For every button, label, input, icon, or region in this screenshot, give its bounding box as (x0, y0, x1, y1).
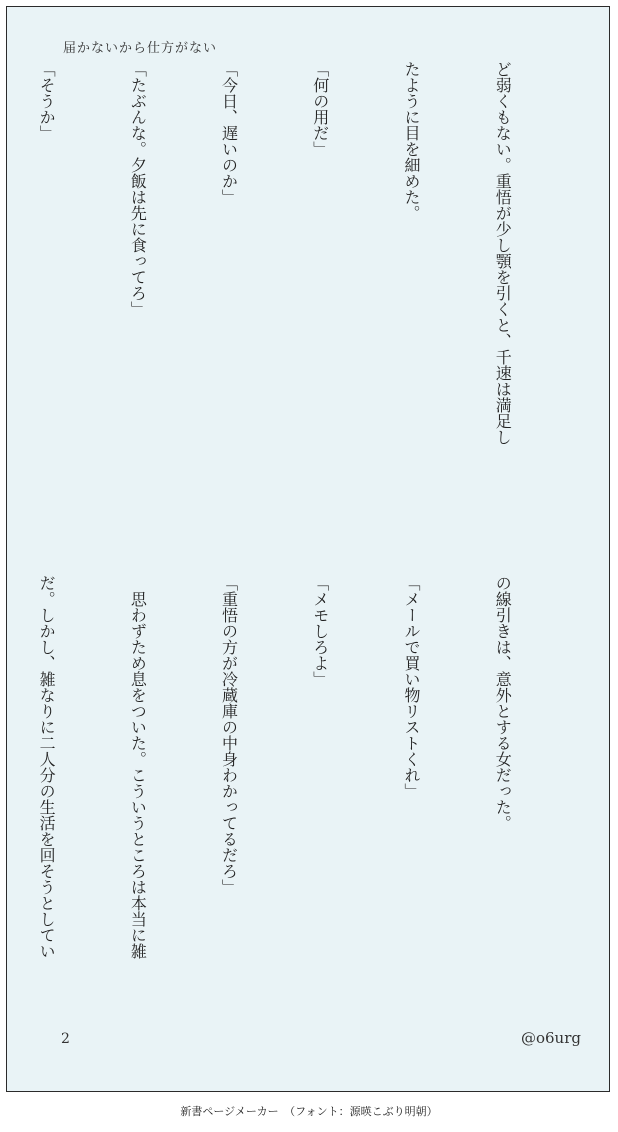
manuscript-page (6, 6, 610, 1092)
text-line: 「何の用だ」 (310, 61, 330, 157)
lower-text-column (37, 575, 578, 1045)
text-line: ど弱くもない。重悟が少し顎を引くと、千速は満足し (493, 61, 513, 445)
text-line: 「そうか」 (37, 61, 57, 141)
text-line: の線引きは、意外とする女だった。 (493, 575, 513, 831)
page-number: 2 (61, 1031, 70, 1047)
running-title: 届かないから仕方がない (63, 41, 218, 56)
text-line: だ。しかし、雑なりに二人分の生活を回そうとしてい (37, 575, 57, 959)
text-line: 「メモしろよ」 (310, 575, 330, 687)
author-handle: @o6urg (520, 1029, 581, 1047)
upper-text-column (37, 61, 578, 531)
text-line: 思わずため息をついた。こういうところは本当に雑 (128, 575, 148, 959)
text-line: 「メールで買い物リストくれ」 (401, 575, 421, 799)
text-line: 「たぶんな。夕飯は先に食ってろ」 (128, 61, 148, 317)
text-line: 「重悟の方が冷蔵庫の中身わかってるだろ」 (219, 575, 239, 895)
generator-caption: 新書ページメーカー （フォント：源暎こぶり明朝） (180, 1105, 438, 1118)
text-line: たように目を細めた。 (401, 61, 421, 221)
text-line: 「今日、遅いのか」 (219, 61, 239, 205)
